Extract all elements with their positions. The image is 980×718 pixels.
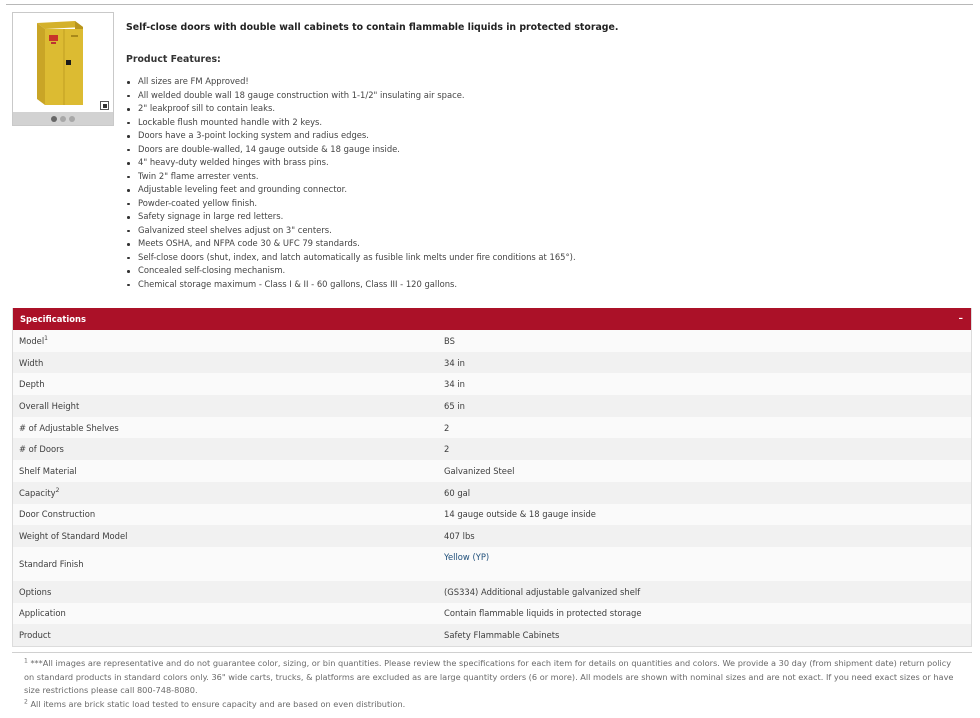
footnote-divider [12, 652, 972, 653]
spec-label-text: Overall Height [19, 400, 80, 411]
feature-item: Chemical storage maximum - Class I & II - 60 gallons, Class III - 120 gallons. [126, 278, 966, 292]
gallery-dot-3[interactable] [69, 116, 75, 122]
feature-item: Lockable flush mounted handle with 2 keys. [126, 116, 966, 130]
spec-label [13, 379, 444, 389]
features-title: Product Features: [126, 54, 221, 65]
feature-item: Doors have a 3-point locking system and radius edges. [126, 129, 966, 143]
spec-label-text: Width [19, 357, 44, 368]
footnote [24, 657, 959, 698]
spec-row [13, 460, 971, 482]
feature-item: Doors are double-walled, 14 gauge outside & 18 gauge inside. [126, 143, 966, 157]
footnote-marker: 2 [55, 486, 60, 494]
spec-value: 65 in [444, 400, 465, 411]
spec-label-text: Application [19, 608, 66, 619]
feature-item: Self-close doors (shut, index, and latch automatically as fusible link melts under fire conditions at 165°). [126, 251, 966, 265]
finish-link[interactable]: Yellow (YP) [444, 551, 490, 562]
specifications-title: Specifications [20, 314, 86, 324]
spec-value: BS [444, 335, 455, 346]
feature-item: Meets OSHA, and NFPA code 30 & UFC 79 standards. [126, 237, 966, 251]
feature-item: Galvanized steel shelves adjust on 3" centers. [126, 224, 966, 238]
gallery-dot-1[interactable] [51, 116, 57, 122]
gallery-pagination [13, 112, 113, 125]
product-image[interactable] [13, 13, 113, 113]
spec-label [13, 608, 444, 618]
spec-value: 34 in [444, 357, 465, 368]
spec-label-text: Capacity [19, 487, 56, 498]
spec-label-text: Door Construction [19, 509, 96, 520]
specifications-table [13, 330, 971, 646]
product-description [126, 22, 966, 291]
feature-item: All sizes are FM Approved! [126, 75, 966, 89]
spec-value: (GS334) Additional adjustable galvanized shelf [444, 586, 641, 597]
feature-item: Twin 2" flame arrester vents. [126, 170, 966, 184]
spec-value: Safety Flammable Cabinets [444, 630, 560, 641]
expand-icon[interactable] [100, 101, 109, 110]
footnote-text: ***All images are representative and do not guarantee color, sizing, or bin quantities. Please review the specifications for each item for details on quantities and colors. We provide a 30 day (from shipment date) return policy on standard products in standard colors only. 36" wide carts, trucks, & platforms are excluded as are large quantity orders (6 or more). All models are shown with nominal sizes and are not exact. If you need exact sizes or have size restrictions please call 800-748-8080. [24, 658, 954, 696]
spec-value: 14 gauge outside & 18 gauge inside [444, 509, 596, 520]
spec-row [13, 547, 971, 581]
footnote-marker: 1 [44, 335, 48, 343]
spec-label-text: Product [19, 630, 51, 641]
footnote-text: All items are brick static load tested to ensure capacity and are based on even distribution. [30, 698, 406, 709]
spec-label [13, 587, 444, 597]
spec-label-text: Weight of Standard Model [19, 531, 128, 542]
top-divider [6, 4, 973, 5]
spec-value [444, 547, 971, 562]
spec-label-text: # of Adjustable Shelves [19, 422, 119, 433]
spec-row [13, 352, 971, 374]
feature-item: 4" heavy-duty welded hinges with brass pins. [126, 156, 966, 170]
spec-label-text: Depth [19, 379, 45, 390]
spec-row [13, 417, 971, 439]
spec-row [13, 373, 971, 395]
feature-item: 2" leakproof sill to contain leaks. [126, 102, 966, 116]
spec-row [13, 438, 971, 460]
feature-item: Powder-coated yellow finish. [126, 197, 966, 211]
spec-label-text: Model [19, 335, 45, 346]
feature-item: Concealed self-closing mechanism. [126, 264, 966, 278]
spec-label [13, 358, 444, 368]
spec-label [13, 401, 444, 411]
spec-label [13, 466, 444, 476]
feature-item: Adjustable leveling feet and grounding connector. [126, 183, 966, 197]
product-headline: Self-close doors with double wall cabinets to contain flammable liquids in protected storage. [126, 22, 619, 33]
cabinet-illustration [13, 13, 113, 113]
spec-label [13, 488, 444, 498]
gallery-dot-2[interactable] [60, 116, 66, 122]
spec-value: 407 lbs [444, 531, 475, 542]
spec-row [13, 395, 971, 417]
product-gallery [12, 12, 114, 126]
spec-label [13, 444, 444, 454]
specifications-header[interactable] [13, 308, 971, 330]
collapse-button[interactable]: – [958, 314, 963, 324]
spec-value: 34 in [444, 379, 465, 390]
spec-value: 2 [444, 422, 450, 433]
feature-item: All welded double wall 18 gauge construction with 1-1/2" insulating air space. [126, 89, 966, 103]
spec-value: 60 gal [444, 487, 471, 498]
spec-row [13, 581, 971, 603]
footnote-number: 1 [24, 657, 28, 665]
spec-row [13, 525, 971, 547]
footnote [24, 698, 959, 712]
features-list [126, 75, 966, 291]
feature-item: Safety signage in large red letters. [126, 210, 966, 224]
spec-label [13, 630, 444, 640]
spec-value: Contain flammable liquids in protected storage [444, 608, 642, 619]
specifications-panel [12, 308, 972, 647]
spec-label [13, 423, 444, 433]
spec-value: 2 [444, 444, 450, 455]
spec-row [13, 504, 971, 526]
spec-label [13, 559, 444, 569]
spec-row [13, 482, 971, 504]
spec-label [13, 531, 444, 541]
spec-label-text: # of Doors [19, 444, 64, 455]
spec-value: Galvanized Steel [444, 465, 515, 476]
spec-row [13, 624, 971, 646]
spec-label [13, 336, 444, 346]
spec-label-text: Options [19, 586, 52, 597]
footnote-number: 2 [24, 698, 28, 706]
spec-label [13, 509, 444, 519]
footnotes [24, 657, 959, 711]
spec-row [13, 330, 971, 352]
spec-row [13, 603, 971, 625]
spec-label-text: Shelf Material [19, 465, 77, 476]
spec-label-text: Standard Finish [19, 558, 84, 569]
